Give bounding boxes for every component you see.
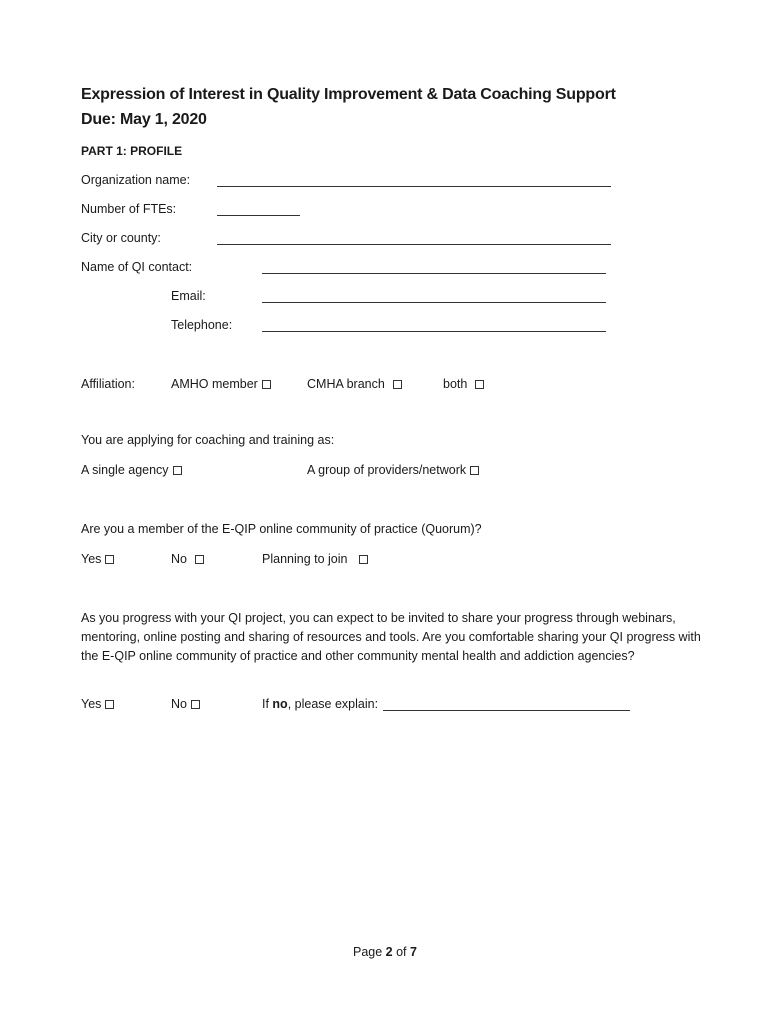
checkbox[interactable] bbox=[475, 380, 484, 389]
page-total: 7 bbox=[410, 945, 417, 959]
affiliation-option-cmha[interactable] bbox=[307, 377, 402, 391]
checkbox[interactable] bbox=[470, 466, 479, 475]
ftes-field[interactable] bbox=[217, 215, 300, 216]
applying-option-single[interactable] bbox=[81, 463, 182, 477]
option-label: No bbox=[171, 552, 187, 566]
sharing-paragraph: As you progress with your QI project, you can expect to be invited to share your progress through webinars, mentoring, online posting and sharing of resources and tools. Are you comfortable sharing your QI progress with the E-QIP online community of practice and other community mental health and addiction agencies? bbox=[81, 611, 701, 663]
checkbox[interactable] bbox=[393, 380, 402, 389]
checkbox[interactable] bbox=[195, 555, 204, 564]
affiliation-label: Affiliation: bbox=[81, 377, 135, 391]
qi-contact-field[interactable] bbox=[262, 273, 606, 274]
part1-heading: PART 1: PROFILE bbox=[81, 144, 183, 158]
org-name-label: Organization name: bbox=[81, 173, 191, 187]
explain-field[interactable] bbox=[383, 710, 630, 711]
telephone-label: Telephone: bbox=[171, 318, 233, 332]
checkbox[interactable] bbox=[173, 466, 182, 475]
ftes-label: Number of FTEs: bbox=[81, 202, 177, 216]
email-field[interactable] bbox=[262, 302, 606, 303]
email-label: Email: bbox=[171, 289, 206, 303]
option-label: No bbox=[171, 697, 187, 711]
checkbox[interactable] bbox=[105, 700, 114, 709]
page-of: of bbox=[392, 945, 410, 959]
qi-contact-label: Name of QI contact: bbox=[81, 260, 193, 274]
member-option-no[interactable] bbox=[171, 552, 204, 566]
city-label: City or county: bbox=[81, 231, 161, 245]
due-date: Due: May 1, 2020 bbox=[81, 111, 207, 128]
explain-label bbox=[262, 697, 378, 711]
option-label: CMHA branch bbox=[307, 377, 385, 391]
applying-option-group[interactable] bbox=[307, 463, 479, 477]
sharing-option-yes[interactable] bbox=[81, 697, 114, 711]
telephone-field[interactable] bbox=[262, 331, 606, 332]
applying-question: You are applying for coaching and training as: bbox=[81, 433, 335, 447]
option-label: AMHO member bbox=[171, 377, 258, 391]
page-footer bbox=[353, 945, 417, 959]
option-label: A single agency bbox=[81, 463, 169, 477]
option-label: Yes bbox=[81, 697, 102, 711]
page-current: 2 bbox=[385, 945, 393, 959]
city-field[interactable] bbox=[217, 244, 611, 245]
member-question: Are you a member of the E-QIP online community of practice (Quorum)? bbox=[81, 522, 482, 536]
member-option-planning[interactable] bbox=[262, 552, 368, 566]
affiliation-option-both[interactable] bbox=[443, 377, 484, 391]
explain-prefix: If bbox=[262, 697, 273, 711]
option-label: Planning to join bbox=[262, 552, 348, 566]
explain-bold: no bbox=[272, 697, 288, 711]
checkbox[interactable] bbox=[359, 555, 368, 564]
checkbox[interactable] bbox=[262, 380, 271, 389]
page-word: Page bbox=[353, 945, 386, 959]
checkbox[interactable] bbox=[191, 700, 200, 709]
checkbox[interactable] bbox=[105, 555, 114, 564]
document-title: Expression of Interest in Quality Improvement & Data Coaching Support bbox=[81, 86, 616, 103]
option-label: A group of providers/network bbox=[307, 463, 467, 477]
member-option-yes[interactable] bbox=[81, 552, 114, 566]
option-label: Yes bbox=[81, 552, 102, 566]
affiliation-option-amho[interactable] bbox=[171, 377, 271, 391]
option-label: both bbox=[443, 377, 468, 391]
org-name-field[interactable] bbox=[217, 186, 611, 187]
explain-suffix: , please explain: bbox=[287, 697, 379, 711]
sharing-option-no[interactable] bbox=[171, 697, 200, 711]
